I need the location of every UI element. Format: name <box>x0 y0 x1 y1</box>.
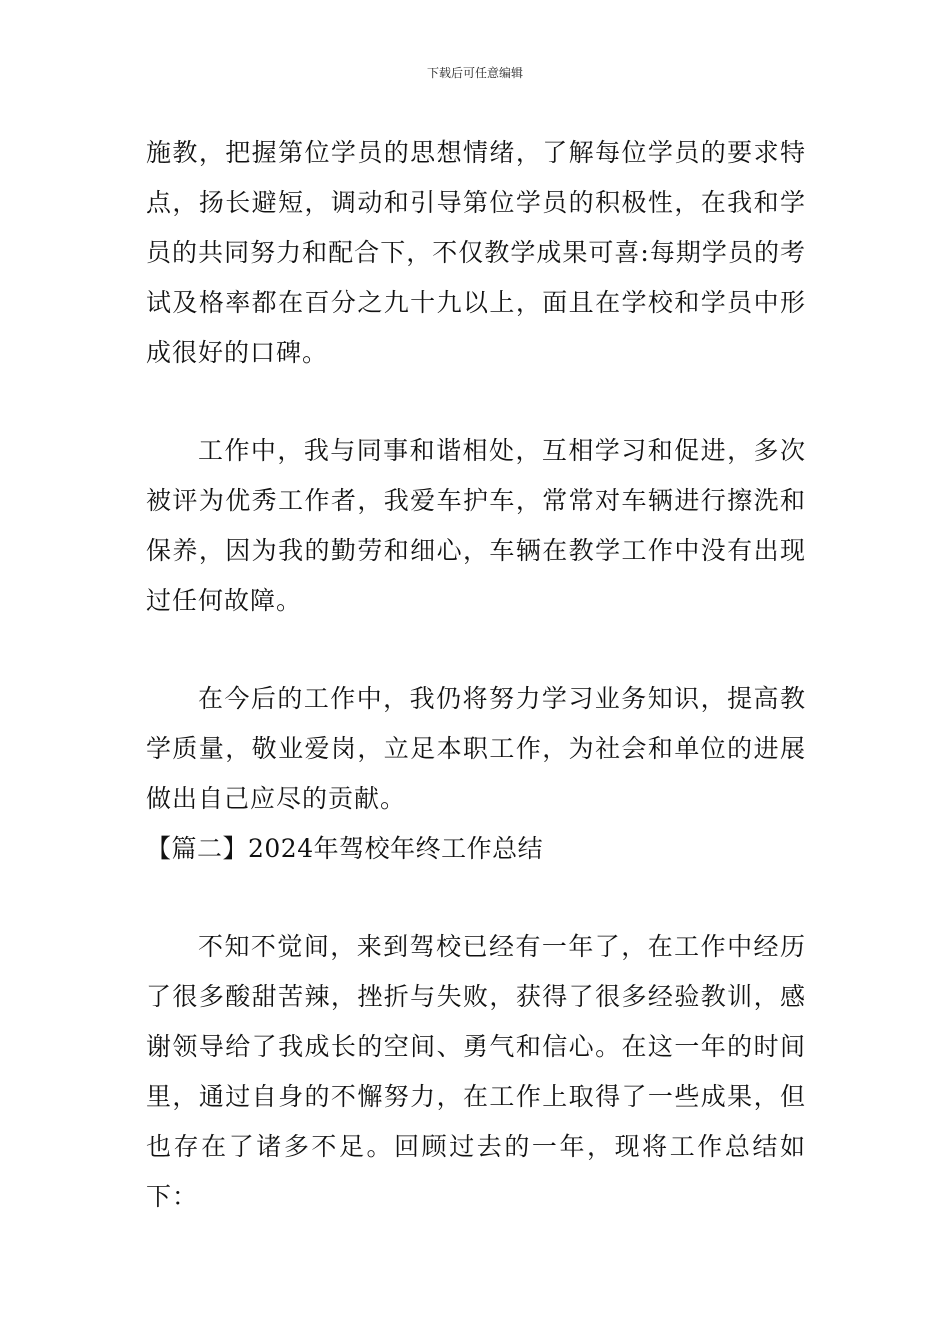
paragraph-continuation: 施教，把握第位学员的思想情绪，了解每位学员的要求特点，扬长避短，调动和引导第位学员的积极性，在我和学员的共同努力和配合下，不仅教学成果可喜:每期学员的考试及格率都在百分之九十九以上，面且在学校和学员中形成很好的口碑。 <box>146 138 806 367</box>
section-heading: 【篇二】2024年驾校年终工作总结 <box>146 834 544 863</box>
paragraph-colleagues: 工作中，我与同事和谐相处，互相学习和促进，多次被评为优秀工作者，我爱车护车，常常对车辆进行擦洗和保养，因为我的勤劳和细心，车辆在教学工作中没有出现过任何故障。 <box>146 436 806 615</box>
paragraph-future: 在今后的工作中，我仍将努力学习业务知识，提高教学质量，敬业爱岗，立足本职工作，为社会和单位的进展做出自己应尽的贡献。 <box>146 684 806 813</box>
paragraph-intro: 不知不觉间，来到驾校已经有一年了，在工作中经历了很多酸甜苦辣，挫折与失败，获得了很多经验教训，感谢领导给了我成长的空间、勇气和信心。在这一年的时间里，通过自身的不懈努力，在工作上取得了一些成果，但也存在了诸多不足。回顾过去的一年，现将工作总结如下： <box>146 932 806 1211</box>
document-body <box>146 128 806 1222</box>
page-header: 下载后可任意编辑 <box>426 66 523 80</box>
